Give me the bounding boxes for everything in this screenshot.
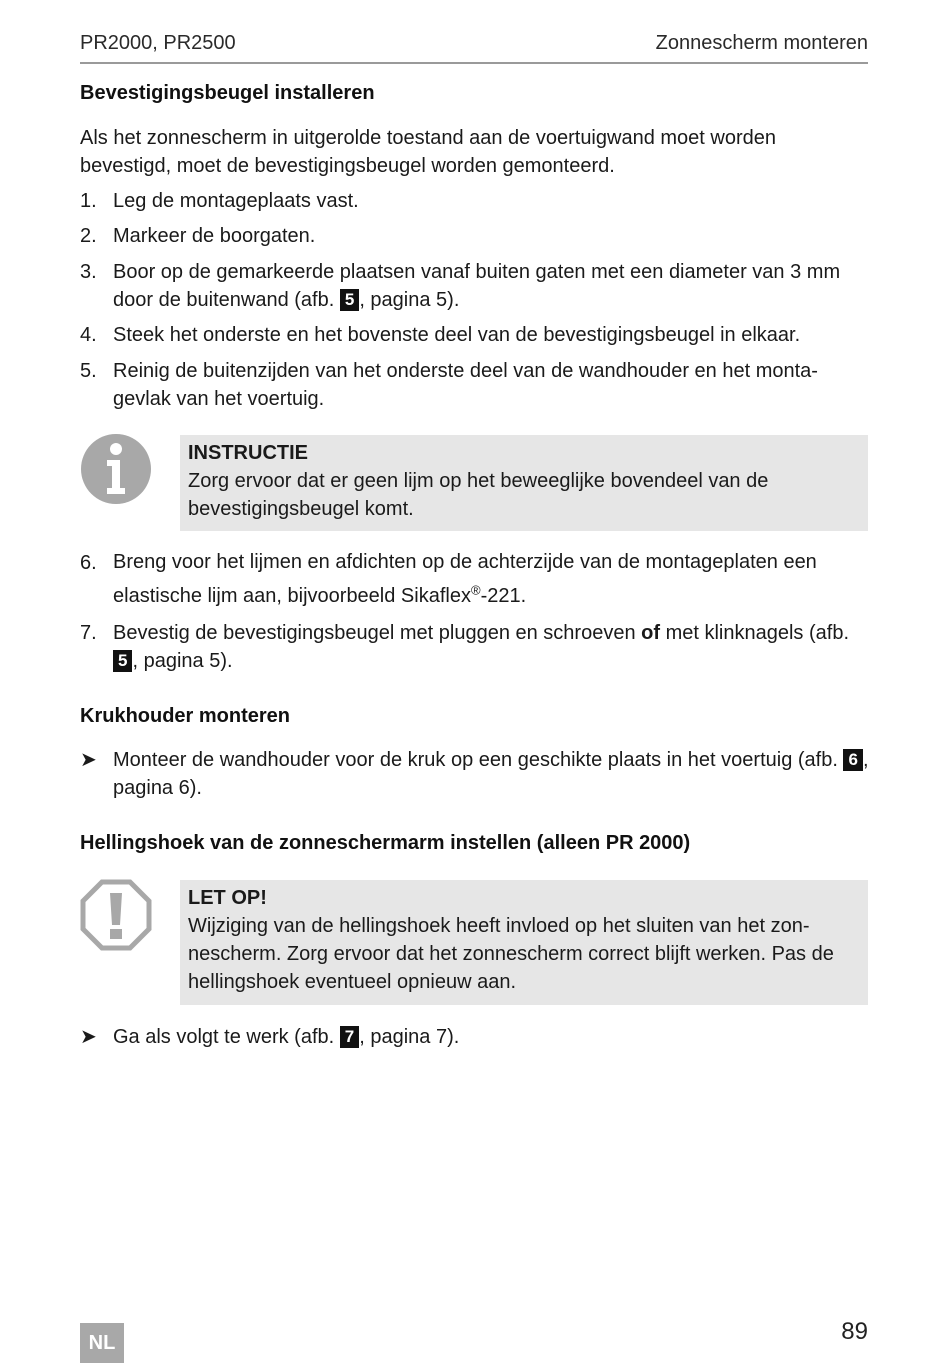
arrow-icon: ➤	[80, 749, 97, 771]
header-chapter: Zonnescherm monteren	[655, 32, 868, 54]
figure-ref: 6	[843, 749, 862, 771]
info-icon	[80, 433, 152, 505]
intro-paragraph: Als het zonnescherm in uitgerolde toestand aan de voertuigwand moet worden bevestigd, moet de bevestigingsbeugel worden gemonteerd.	[80, 127, 776, 177]
note-text: Wijziging van de hellingshoek heeft invloed op het sluiten van het zonnescherm. Zorg ervoor dat het zonnescherm correct blijft werken. Pas de hellingshoek eventueel opnieuw aan.	[188, 915, 834, 993]
page-number: 89	[841, 1318, 868, 1345]
figure-ref: 5	[113, 650, 132, 672]
note-box-instructie	[180, 435, 868, 531]
note-text: Zorg ervoor dat er geen lijm op het beweeglijke bovendeel van de bevestigingsbeugel komt.	[188, 470, 769, 520]
section-heading-bracket: Bevestigingsbeugel installeren	[80, 82, 375, 104]
header-product: PR2000, PR2500	[80, 32, 236, 54]
section-heading-kruk: Krukhouder monteren	[80, 705, 291, 727]
note-box-let-op	[180, 880, 868, 1005]
figure-ref: 7	[340, 1026, 359, 1048]
figure-ref: 5	[340, 289, 359, 311]
warning-octagon-icon	[80, 879, 152, 951]
language-badge: NL	[80, 1323, 124, 1363]
note-title: LET OP!	[188, 887, 267, 909]
arrow-icon: ➤	[80, 1026, 97, 1048]
note-title: INSTRUCTIE	[188, 442, 308, 464]
section-heading-helling: Hellingshoek van de zonneschermarm instellen (alleen PR 2000)	[80, 832, 691, 854]
page-header	[80, 30, 868, 64]
